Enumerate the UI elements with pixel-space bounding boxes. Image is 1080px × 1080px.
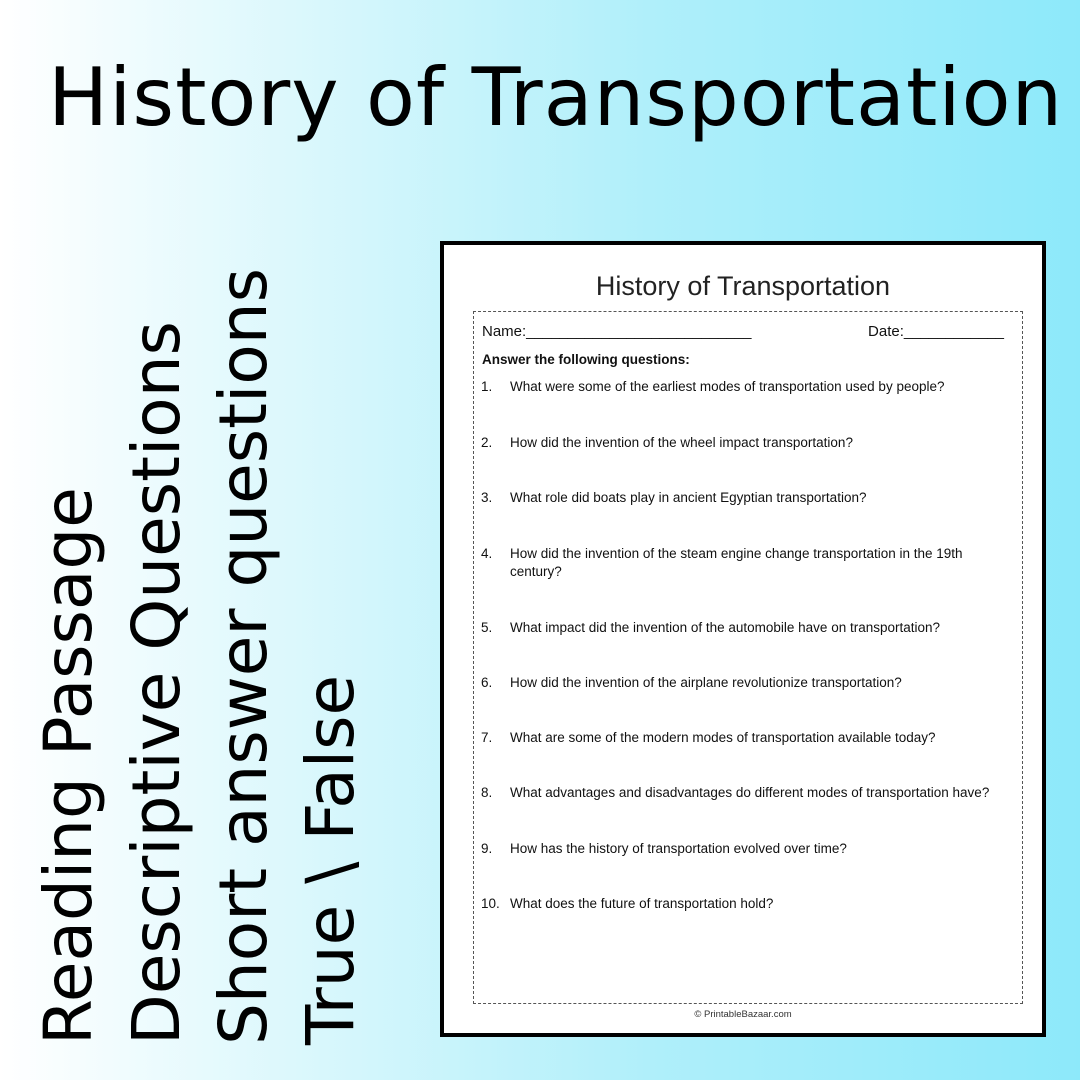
worksheet-content-box (473, 311, 1023, 1004)
question-item (481, 378, 1016, 396)
worksheet-title: History of Transportation (595, 271, 891, 301)
worksheet-preview (440, 241, 1046, 1037)
question-item (481, 489, 1016, 507)
question-item (481, 840, 1016, 858)
question-text: How did the invention of the airplane revolutionize transportation? (510, 675, 902, 690)
question-text: What advantages and disadvantages do different modes of transportation have? (510, 785, 990, 800)
question-number: 9. (481, 841, 493, 856)
question-number: 5. (481, 620, 493, 635)
name-field-label: Name:___________________________ (482, 323, 752, 340)
question-number: 2. (481, 435, 493, 450)
question-number: 6. (481, 675, 493, 690)
question-text: What were some of the earliest modes of transportation used by people? (510, 379, 945, 394)
question-text: What are some of the modern modes of transportation available today? (510, 730, 936, 745)
question-text: What does the future of transportation hold? (510, 896, 774, 911)
copyright-notice: © PrintableBazaar.com (694, 1009, 792, 1020)
question-number: 3. (481, 490, 493, 505)
question-item (481, 895, 1016, 913)
question-item (481, 784, 1016, 802)
question-item (481, 619, 1016, 637)
question-text: How has the history of transportation evolved over time? (510, 841, 847, 856)
label-descriptive-questions: Descriptive Questions (118, 321, 195, 1045)
page-title: History of Transportation (48, 51, 1064, 144)
question-item (481, 434, 1016, 452)
question-text: How did the invention of the steam engine change transportation in the 19th century? (510, 546, 963, 579)
question-text: How did the invention of the wheel impact transportation? (510, 435, 853, 450)
question-item (481, 729, 1016, 747)
question-number: 1. (481, 379, 493, 394)
question-item (481, 545, 1016, 581)
question-number: 7. (481, 730, 493, 745)
label-short-answer-questions: Short answer questions (205, 268, 282, 1045)
label-reading-passage: Reading Passage (30, 487, 107, 1045)
date-field-label: Date:____________ (868, 323, 1004, 340)
question-number: 4. (481, 546, 493, 561)
question-item (481, 674, 1016, 692)
name-date-row (482, 323, 1004, 340)
side-labels (0, 0, 400, 1080)
question-number: 8. (481, 785, 493, 800)
instructions: Answer the following questions: (482, 352, 690, 367)
question-number: 10. (481, 896, 500, 911)
label-true-false: True \ False (292, 674, 369, 1045)
question-text: What role did boats play in ancient Egyptian transportation? (510, 490, 867, 505)
question-text: What impact did the invention of the automobile have on transportation? (510, 620, 941, 635)
